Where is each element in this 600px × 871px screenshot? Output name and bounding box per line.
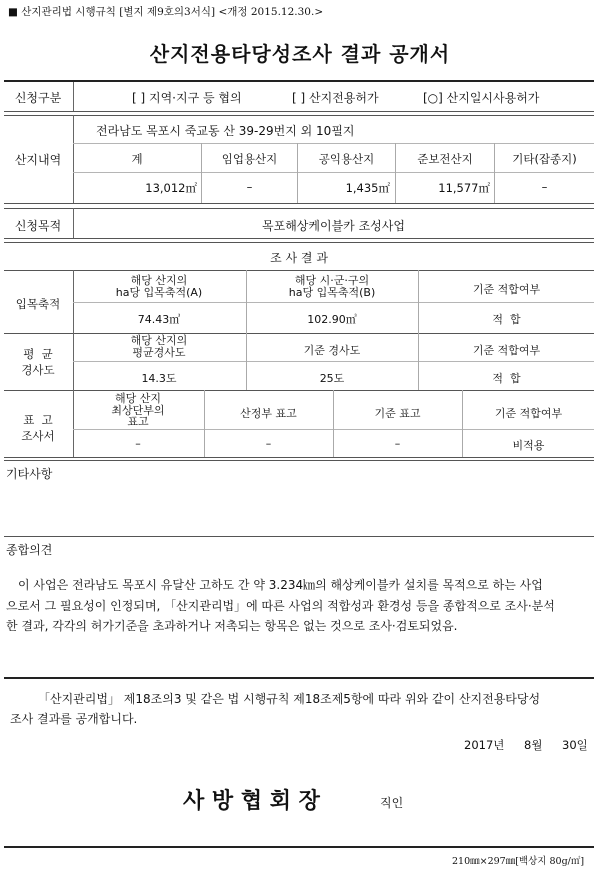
overall-opinion-label: 종합의견 bbox=[6, 543, 53, 557]
elevation-value-standard: – bbox=[394, 437, 401, 450]
slope-label-line1: 평 균 bbox=[23, 347, 53, 361]
option-temporary-use-permit[interactable]: [○] 산지일시사용허가 bbox=[423, 91, 540, 105]
purpose-label: 신청목적 bbox=[14, 219, 62, 233]
slope-header-standard: 기준 경사도 bbox=[303, 344, 361, 357]
divider bbox=[395, 143, 396, 203]
option-region-consultation[interactable]: [ ] 지역·지구 등 협의 bbox=[132, 91, 242, 105]
stock-header-district: 해당 시·군·구의 ha당 입목축적(B) bbox=[288, 274, 376, 299]
forest-details-label: 산지내역 bbox=[14, 153, 62, 167]
elevation-header-standard: 기준 표고 bbox=[374, 407, 421, 420]
row-border bbox=[4, 460, 594, 461]
header-other: 기타(잡종지) bbox=[512, 152, 577, 166]
option-conversion-permit[interactable]: [ ] 산지전용허가 bbox=[292, 91, 379, 105]
stock-header-site: 해당 산지의 ha당 입목축적(A) bbox=[115, 274, 203, 299]
divider bbox=[494, 143, 495, 203]
value-total: 13,012㎡ bbox=[145, 181, 197, 195]
slope-value-site: 14.3도 bbox=[141, 372, 177, 385]
overall-opinion-line-1: 이 사업은 전라남도 목포시 유달산 고하도 간 약 3.234㎞의 해상케이블카 설치를 목적으로 하는 사업 bbox=[18, 578, 543, 592]
row-border bbox=[4, 208, 594, 209]
signer-name: 사 방 협 회 장 bbox=[183, 789, 320, 814]
value-other: – bbox=[541, 180, 548, 194]
divider bbox=[246, 333, 247, 390]
slope-value-compliance: 적 합 bbox=[492, 372, 521, 385]
divider bbox=[73, 82, 74, 111]
row-border bbox=[4, 242, 594, 243]
divider bbox=[297, 143, 298, 203]
purpose-value: 목포해상케이블카 조성사업 bbox=[262, 219, 405, 233]
elevation-header-summit: 산정부 표고 bbox=[240, 407, 297, 420]
row-border bbox=[4, 115, 594, 116]
row-border bbox=[73, 302, 594, 303]
slope-header-compliance: 기준 적합여부 bbox=[472, 344, 541, 357]
date-year: 2017년 bbox=[464, 738, 505, 752]
row-border bbox=[4, 536, 594, 537]
page-title: 산지전용타당성조사 결과 공개서 bbox=[149, 42, 451, 66]
row-border bbox=[4, 333, 594, 334]
overall-opinion-line-3: 한 결과, 각각의 허가기준을 초과하거나 저촉되는 항목은 없는 것으로 조사·검토되었음. bbox=[6, 619, 458, 633]
stock-value-compliance: 적 합 bbox=[492, 313, 521, 326]
survey-results-title: 조 사 결 과 bbox=[270, 251, 328, 265]
date-day: 30일 bbox=[562, 738, 588, 752]
notice-line-2: 조사 결과를 공개합니다. bbox=[10, 712, 138, 726]
signer-seal: 직인 bbox=[380, 796, 404, 810]
stock-value-district: 102.90㎥ bbox=[307, 313, 357, 326]
divider bbox=[418, 333, 419, 390]
top-border bbox=[4, 80, 594, 82]
slope-header-site: 해당 산지의 평균경사도 bbox=[130, 334, 188, 359]
row-border bbox=[4, 457, 594, 458]
row-border bbox=[4, 111, 594, 112]
divider bbox=[246, 270, 247, 333]
row-border bbox=[4, 238, 594, 239]
date-month: 8월 bbox=[524, 738, 543, 752]
overall-opinion-line-2: 으로서 그 필요성이 인정되며, 「산지관리법」에 따른 사업의 적합성과 환경성 등을 종합적으로 조사·분석 bbox=[6, 599, 555, 613]
header-forestry: 임업용산지 bbox=[221, 152, 278, 166]
elevation-value-summit: – bbox=[265, 437, 272, 450]
elevation-header-compliance: 기준 적합여부 bbox=[494, 407, 563, 420]
divider bbox=[418, 270, 419, 333]
elevation-label-line2: 조사서 bbox=[21, 429, 55, 443]
notice-line-1: 「산지관리법」 제18조의3 및 같은 법 시행규칙 제18조제5항에 따라 위와 같이 산지전용타당성 bbox=[38, 692, 541, 706]
stock-label: 입목축적 bbox=[15, 297, 61, 311]
value-semi-conservation: 11,577㎡ bbox=[438, 181, 490, 195]
row-border bbox=[4, 270, 594, 271]
elevation-value-compliance: 비적용 bbox=[512, 439, 545, 452]
bottom-border bbox=[4, 846, 594, 848]
divider bbox=[204, 390, 205, 457]
slope-value-standard: 25도 bbox=[319, 372, 345, 385]
row-border bbox=[4, 390, 594, 391]
paper-spec: 210㎜×297㎜[백상지 80g/㎡] bbox=[452, 856, 585, 867]
divider bbox=[201, 143, 202, 203]
application-type-label: 신청구분 bbox=[14, 91, 62, 105]
forest-address: 전라남도 목포시 죽교동 산 39-29번지 외 10필지 bbox=[96, 124, 355, 138]
stock-value-site: 74.43㎥ bbox=[137, 313, 181, 326]
other-notes-label: 기타사항 bbox=[6, 467, 53, 481]
divider bbox=[333, 390, 334, 457]
form-reference: ■ 산지관리법 시행규칙 [별지 제9호의3서식] <개정 2015.12.30.> bbox=[8, 6, 324, 18]
divider bbox=[462, 390, 463, 457]
elevation-label-line1: 표 고 bbox=[23, 413, 53, 427]
row-border bbox=[4, 677, 594, 679]
slope-label-line2: 경사도 bbox=[21, 363, 55, 377]
header-public-interest: 공익용산지 bbox=[318, 152, 375, 166]
elevation-value-site-top: – bbox=[135, 437, 141, 450]
value-public-interest: 1,435㎡ bbox=[345, 181, 390, 195]
header-total: 계 bbox=[131, 152, 143, 166]
row-border bbox=[73, 172, 594, 173]
row-border bbox=[73, 361, 594, 362]
elevation-header-site-top: 해당 산지 최상단부의 표고 bbox=[111, 392, 165, 428]
row-border bbox=[73, 143, 594, 144]
row-border bbox=[4, 203, 594, 204]
stock-header-compliance: 기준 적합여부 bbox=[472, 283, 541, 296]
header-semi-conservation: 준보전산지 bbox=[417, 152, 473, 166]
value-forestry: – bbox=[246, 180, 253, 194]
